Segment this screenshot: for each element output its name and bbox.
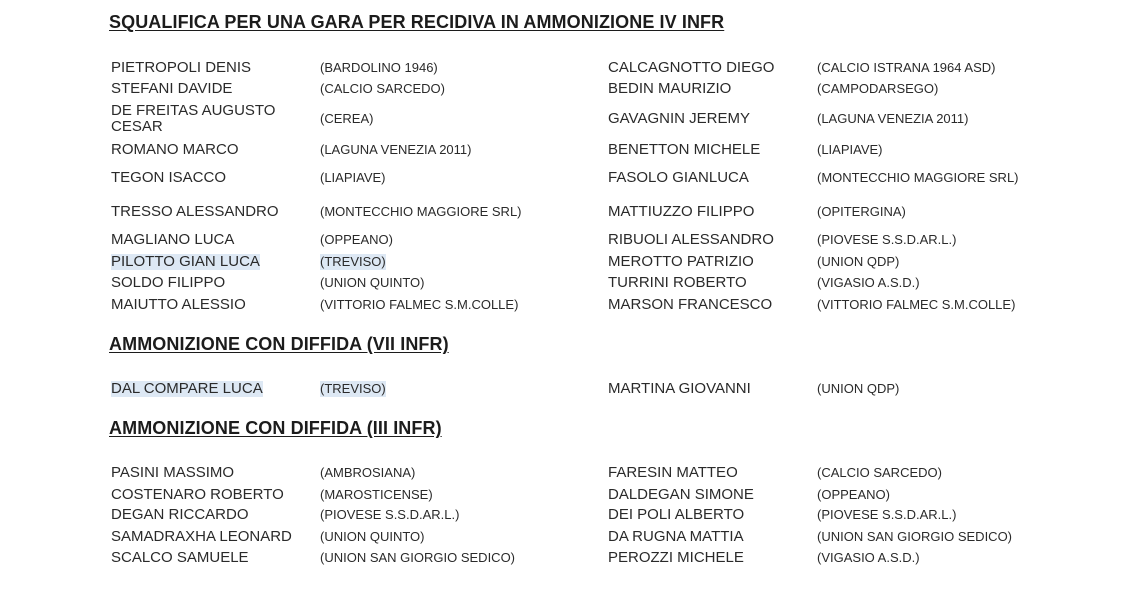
player-name bbox=[608, 141, 808, 159]
player-name-text: PASINI MASSIMO bbox=[111, 464, 235, 481]
player-name bbox=[111, 296, 311, 314]
team-name bbox=[817, 195, 1032, 229]
player-name bbox=[111, 59, 311, 77]
player-name-text: DEI POLI ALBERTO bbox=[608, 506, 745, 523]
team-name-text: (UNION SAN GIORGIO SEDICO) bbox=[817, 529, 1013, 544]
team-name-text: (BARDOLINO 1946) bbox=[320, 60, 438, 75]
player-name bbox=[608, 506, 808, 524]
team-name bbox=[320, 253, 530, 271]
player-name bbox=[608, 253, 808, 271]
team-name-text: (CEREA) bbox=[320, 111, 374, 126]
team-name bbox=[320, 296, 530, 314]
player-name bbox=[111, 380, 311, 398]
player-name bbox=[608, 549, 808, 567]
team-name-text: (OPPEANO) bbox=[320, 232, 393, 247]
player-name bbox=[608, 102, 808, 136]
player-name bbox=[111, 141, 311, 159]
player-name bbox=[111, 464, 311, 482]
team-name-text: (OPITERGINA) bbox=[817, 204, 906, 219]
player-name-text: ROMANO MARCO bbox=[111, 141, 239, 158]
section-title: AMMONIZIONE CON DIFFIDA (VII INFR) bbox=[109, 334, 449, 354]
team-name-text: (TREVISO) bbox=[320, 254, 386, 269]
player-name bbox=[111, 195, 311, 229]
player-name-text: SCALCO SAMUELE bbox=[111, 549, 249, 566]
team-name-text: (CALCIO SARCEDO) bbox=[817, 465, 942, 480]
team-name-text: (MONTECCHIO MAGGIORE SRL) bbox=[817, 170, 1019, 185]
team-name bbox=[817, 141, 1032, 159]
player-name-text: DAL COMPARE LUCA bbox=[111, 380, 263, 397]
player-name bbox=[608, 296, 808, 314]
team-name bbox=[320, 549, 530, 567]
player-name-text: MARTINA GIOVANNI bbox=[608, 380, 751, 397]
player-name-text: STEFANI DAVIDE bbox=[111, 80, 233, 97]
team-name bbox=[320, 506, 530, 524]
player-name bbox=[608, 380, 808, 398]
player-name-text: DALDEGAN SIMONE bbox=[608, 486, 754, 503]
team-name-text: (MAROSTICENSE) bbox=[320, 487, 433, 502]
team-name-text: (LAGUNA VENEZIA 2011) bbox=[817, 111, 969, 126]
team-name bbox=[320, 231, 530, 249]
team-name bbox=[817, 59, 1032, 77]
team-name-text: (CALCIO ISTRANA 1964 ASD) bbox=[817, 60, 996, 75]
team-name-text: (LIAPIAVE) bbox=[320, 170, 386, 185]
team-name bbox=[817, 380, 1032, 398]
player-name bbox=[111, 549, 311, 567]
player-name bbox=[608, 161, 808, 195]
player-name-text: PILOTTO GIAN LUCA bbox=[111, 253, 260, 270]
team-name bbox=[320, 102, 530, 136]
player-name-text: RIBUOLI ALESSANDRO bbox=[608, 231, 774, 248]
team-name bbox=[817, 274, 1032, 292]
player-name-text: SAMADRAXHA LEONARD bbox=[111, 528, 292, 545]
section-title: AMMONIZIONE CON DIFFIDA (III INFR) bbox=[109, 418, 442, 438]
team-name bbox=[320, 141, 530, 159]
section-title: SQUALIFICA PER UNA GARA PER RECIDIVA IN AMMONIZIONE IV INFR bbox=[109, 12, 725, 32]
team-name-text: (VIGASIO A.S.D.) bbox=[817, 275, 920, 290]
team-name bbox=[320, 274, 530, 292]
team-name-text: (UNION QUINTO) bbox=[320, 275, 425, 290]
team-name bbox=[320, 59, 530, 77]
player-name bbox=[111, 528, 311, 546]
player-name-text: TEGON ISACCO bbox=[111, 169, 227, 186]
team-name bbox=[817, 231, 1032, 249]
player-name-text: DA RUGNA MATTIA bbox=[608, 528, 744, 545]
team-name-text: (PIOVESE S.S.D.AR.L.) bbox=[817, 507, 957, 522]
player-name bbox=[608, 59, 808, 77]
team-name bbox=[320, 528, 530, 546]
player-name-text: MAGLIANO LUCA bbox=[111, 231, 235, 248]
player-name-text: FARESIN MATTEO bbox=[608, 464, 738, 481]
team-name-text: (CAMPODARSEGO) bbox=[817, 81, 939, 96]
player-name-text: COSTENARO ROBERTO bbox=[111, 486, 284, 503]
player-name bbox=[111, 274, 311, 292]
team-name-text: (LIAPIAVE) bbox=[817, 142, 883, 157]
player-name bbox=[111, 486, 311, 504]
player-name bbox=[111, 161, 311, 195]
team-name-text: (UNION QDP) bbox=[817, 381, 900, 396]
team-name bbox=[817, 528, 1032, 546]
player-name-text: BENETTON MICHELE bbox=[608, 141, 761, 158]
player-name-text: PIETROPOLI DENIS bbox=[111, 59, 252, 76]
team-name-text: (CALCIO SARCEDO) bbox=[320, 81, 445, 96]
team-name bbox=[817, 486, 1032, 504]
player-name-text: MEROTTO PATRIZIO bbox=[608, 253, 754, 270]
team-name bbox=[817, 296, 1032, 314]
player-name bbox=[111, 506, 311, 524]
player-name bbox=[608, 464, 808, 482]
team-name-text: (VITTORIO FALMEC S.M.COLLE) bbox=[320, 297, 519, 312]
team-name bbox=[320, 161, 530, 195]
player-name-text: SOLDO FILIPPO bbox=[111, 274, 226, 291]
team-name bbox=[320, 464, 530, 482]
player-name bbox=[608, 486, 808, 504]
team-name-text: (LAGUNA VENEZIA 2011) bbox=[320, 142, 472, 157]
player-name bbox=[608, 528, 808, 546]
team-name-text: (UNION SAN GIORGIO SEDICO) bbox=[320, 550, 516, 565]
team-name-text: (OPPEANO) bbox=[817, 487, 890, 502]
player-name-text: FASOLO GIANLUCA bbox=[608, 169, 749, 186]
team-name bbox=[817, 102, 1032, 136]
team-name-text: (UNION QDP) bbox=[817, 254, 900, 269]
player-name bbox=[608, 80, 808, 98]
team-name bbox=[320, 80, 530, 98]
team-name-text: (TREVISO) bbox=[320, 381, 386, 396]
player-name-text: MARSON FRANCESCO bbox=[608, 296, 773, 313]
team-name bbox=[320, 195, 530, 229]
team-name-text: (AMBROSIANA) bbox=[320, 465, 416, 480]
team-name bbox=[817, 464, 1032, 482]
player-name bbox=[608, 195, 808, 229]
team-name bbox=[817, 506, 1032, 524]
team-name-text: (UNION QUINTO) bbox=[320, 529, 425, 544]
player-name bbox=[608, 231, 808, 249]
player-name-text: DEGAN RICCARDO bbox=[111, 506, 249, 523]
team-name-text: (MONTECCHIO MAGGIORE SRL) bbox=[320, 204, 522, 219]
player-name bbox=[111, 80, 311, 98]
team-name bbox=[817, 253, 1032, 271]
player-name-text: MAIUTTO ALESSIO bbox=[111, 296, 246, 313]
team-name bbox=[817, 549, 1032, 567]
team-name bbox=[817, 161, 1032, 195]
team-name bbox=[817, 80, 1032, 98]
team-name-text: (PIOVESE S.S.D.AR.L.) bbox=[817, 232, 957, 247]
player-name-text: MATTIUZZO FILIPPO bbox=[608, 203, 755, 220]
player-name-text: TRESSO ALESSANDRO bbox=[111, 203, 279, 220]
player-name-text: CALCAGNOTTO DIEGO bbox=[608, 59, 775, 76]
player-name-text: GAVAGNIN JEREMY bbox=[608, 110, 750, 127]
team-name-text: (VIGASIO A.S.D.) bbox=[817, 550, 920, 565]
player-name-text: PEROZZI MICHELE bbox=[608, 549, 744, 566]
team-name-text: (VITTORIO FALMEC S.M.COLLE) bbox=[817, 297, 1016, 312]
player-name bbox=[111, 231, 311, 249]
player-name-text: BEDIN MAURIZIO bbox=[608, 80, 732, 97]
team-name bbox=[320, 380, 530, 398]
player-name-text: TURRINI ROBERTO bbox=[608, 274, 747, 291]
player-name bbox=[111, 102, 311, 136]
player-name bbox=[608, 274, 808, 292]
player-name-text: DE FREITAS AUGUSTO CESAR bbox=[111, 102, 276, 135]
team-name-text: (PIOVESE S.S.D.AR.L.) bbox=[320, 507, 460, 522]
team-name bbox=[320, 486, 530, 504]
player-name bbox=[111, 253, 311, 271]
